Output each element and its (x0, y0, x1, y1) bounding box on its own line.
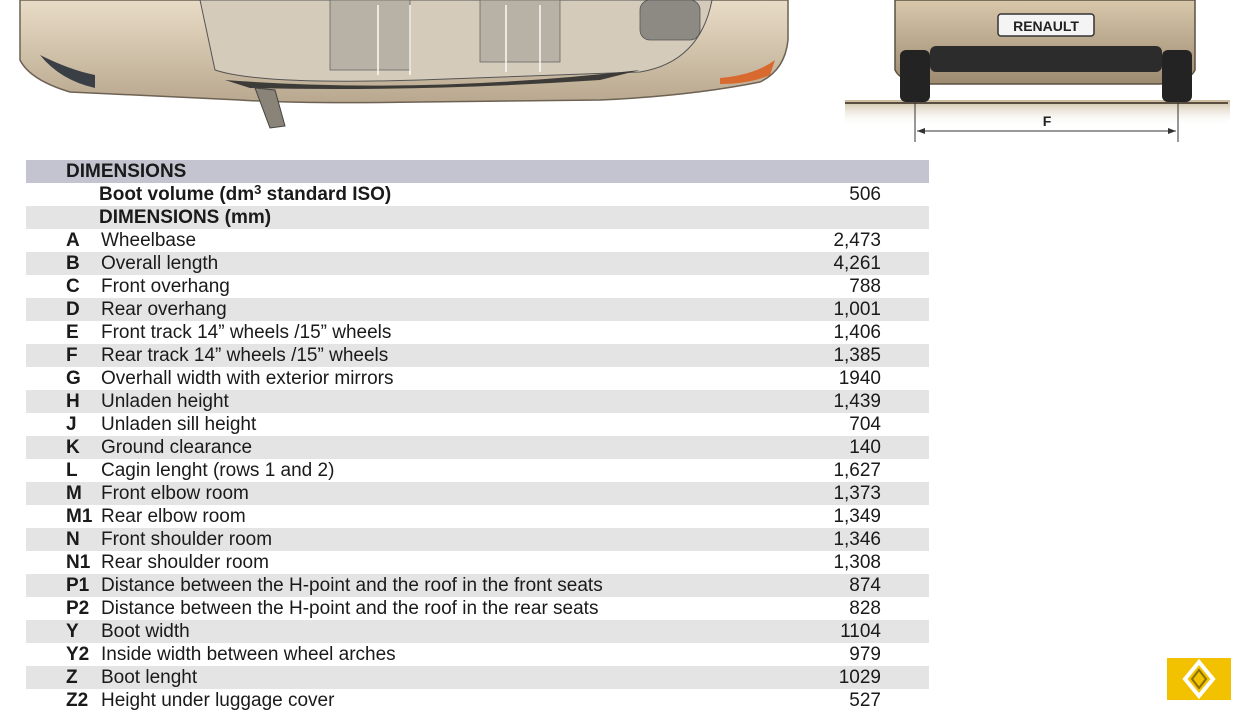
dimension-label: Distance between the H-point and the roof in the front seats (101, 575, 603, 596)
dimension-code: L (66, 460, 78, 481)
dimensions-subheader-row (26, 206, 929, 229)
dimension-value: 4,261 (833, 253, 881, 274)
table-title: DIMENSIONS (66, 161, 187, 182)
dimension-code: C (66, 276, 80, 297)
dimension-code: J (66, 414, 77, 435)
rear-badge-text: RENAULT (1013, 18, 1079, 34)
dimension-code: Y (66, 621, 79, 642)
dimension-value: 788 (849, 276, 881, 297)
table-row (26, 643, 929, 666)
dimension-value: 1,373 (833, 483, 881, 504)
dimensions-table (26, 160, 929, 712)
dimension-value: 704 (849, 414, 881, 435)
dimension-code: P1 (66, 575, 90, 596)
table-row (26, 528, 929, 551)
table-header-row (26, 160, 929, 183)
table-row (26, 436, 929, 459)
dimension-value: 979 (849, 644, 881, 665)
dimension-code: P2 (66, 598, 90, 619)
dimension-code: M (66, 483, 82, 504)
table-row (26, 275, 929, 298)
table-row (26, 298, 929, 321)
dimension-label: Front overhang (101, 276, 230, 297)
dimension-marker-f: F (1042, 113, 1052, 129)
dimension-code: G (66, 368, 81, 389)
dimension-value: 1,385 (833, 345, 881, 366)
dimension-value: 1,627 (833, 460, 881, 481)
table-row (26, 321, 929, 344)
dimension-label: Inside width between wheel arches (101, 644, 396, 665)
dimension-label: Overall length (101, 253, 219, 274)
table-row (26, 229, 929, 252)
rear-view-car (845, 0, 1230, 142)
dimension-label: Unladen height (101, 391, 229, 412)
dimensions-subheader: DIMENSIONS (mm) (99, 207, 272, 228)
dimension-label: Height under luggage cover (101, 690, 335, 711)
side-view-car (20, 0, 788, 128)
table-row (26, 620, 929, 643)
dimension-value: 1,439 (833, 391, 881, 412)
table-row (26, 252, 929, 275)
dimension-code: H (66, 391, 80, 412)
dimension-value: 140 (849, 437, 881, 458)
dimension-code: D (66, 299, 80, 320)
dimension-code: K (66, 437, 80, 458)
dimension-label: Distance between the H-point and the roof in the rear seats (101, 598, 599, 619)
dimension-value: 1,346 (833, 529, 881, 550)
car-illustration (0, 0, 1239, 150)
dimension-value: 1940 (838, 368, 881, 389)
dimension-code: E (66, 322, 79, 343)
table-row (26, 505, 929, 528)
boot-volume-row (26, 183, 929, 206)
dimension-code: Z (66, 667, 78, 688)
dimension-label: Front elbow room (101, 483, 249, 504)
dimension-code: B (66, 253, 80, 274)
boot-volume-value: 506 (849, 184, 881, 205)
dimension-label: Boot width (101, 621, 190, 642)
dimension-label: Rear overhang (101, 299, 227, 320)
dimension-value: 874 (849, 575, 881, 596)
table-row (26, 689, 929, 712)
table-row (26, 344, 929, 367)
dimension-label: Overhall width with exterior mirrors (101, 368, 394, 389)
dimension-value: 527 (849, 690, 881, 711)
boot-volume-label: Boot volume ($dm^3$ standard ISO) (99, 182, 392, 205)
dimension-value: 1104 (840, 621, 881, 642)
renault-logo (1167, 658, 1231, 700)
dimension-label: Front shoulder room (101, 529, 273, 550)
dimension-label: Rear elbow room (101, 506, 246, 527)
table-row (26, 390, 929, 413)
dimension-code: F (66, 345, 78, 366)
dimension-label: Rear track 14” wheels /15” wheels (101, 345, 389, 366)
table-row (26, 459, 929, 482)
table-row (26, 551, 929, 574)
dimension-value: 2,473 (833, 230, 881, 251)
dimension-value: 828 (849, 598, 881, 619)
dimension-value: 1,406 (833, 322, 881, 343)
table-row (26, 367, 929, 390)
dimension-code: Z2 (66, 690, 89, 711)
dimension-code: Y2 (66, 644, 90, 665)
table-row (26, 482, 929, 505)
dimension-label: Ground clearance (101, 437, 253, 458)
table-row (26, 597, 929, 620)
dimension-label: Rear shoulder room (101, 552, 269, 573)
table-row (26, 574, 929, 597)
dimension-label: Front track 14” wheels /15” wheels (101, 322, 392, 343)
dimension-label: Unladen sill height (101, 414, 257, 435)
dimension-value: 1,308 (833, 552, 881, 573)
dimension-value: 1029 (838, 667, 881, 688)
dimension-code: N (66, 529, 80, 550)
dimension-label: Wheelbase (101, 230, 197, 251)
dimension-code: N1 (66, 552, 91, 573)
dimension-code: M1 (66, 506, 93, 527)
dimension-value: 1,001 (833, 299, 881, 320)
table-row (26, 413, 929, 436)
dimension-label: Cagin lenght (rows 1 and 2) (101, 460, 335, 481)
dimension-value: 1,349 (833, 506, 881, 527)
table-row (26, 666, 929, 689)
dimension-code: A (66, 230, 80, 251)
dimension-label: Boot lenght (101, 667, 198, 688)
